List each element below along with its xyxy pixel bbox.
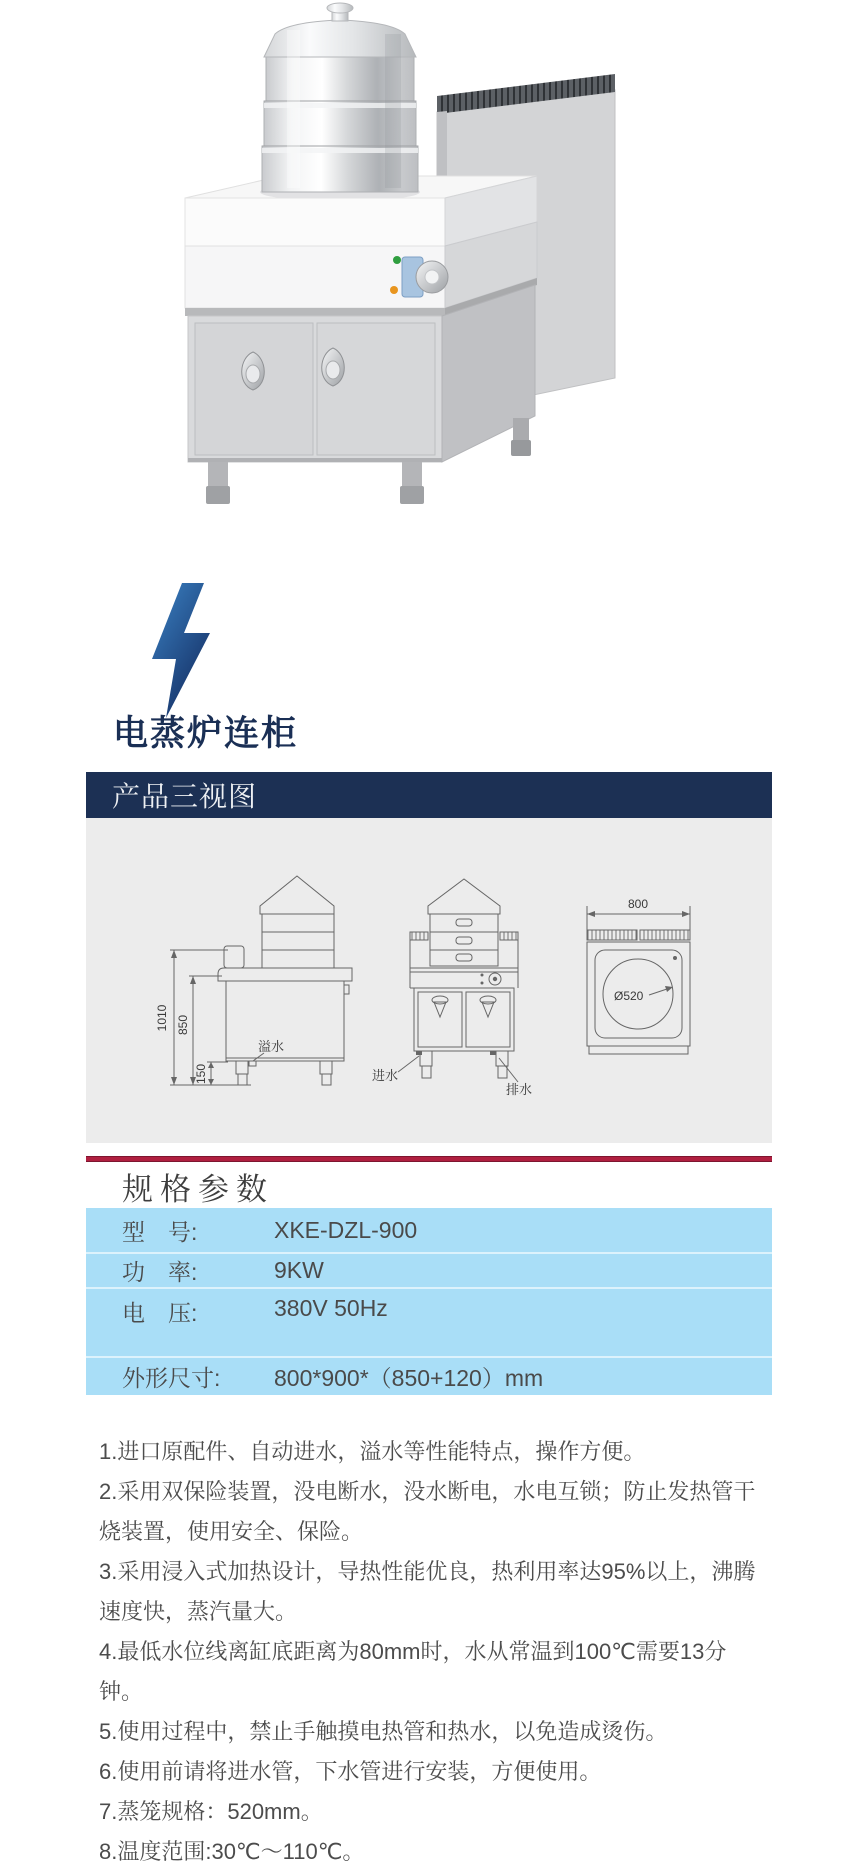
product-title: 电蒸炉连柜 [113,714,299,753]
spec-row-dimensions [86,1356,772,1395]
section-divider-rule [86,1156,772,1162]
dim-850-label: 850 [176,1014,190,1036]
specs-heading: 规格参数 [122,1172,274,1207]
feature-item-8: 8.温度范围:30℃～110℃。 [99,1839,365,1864]
feature-item-2: 2.采用双保险装置，没电断水，没水断电，水电互锁；防止发热管干烧装置，使用安全、保险。 [99,1479,756,1544]
inlet-label: 进水 [372,1068,399,1083]
feature-item-3: 3.采用浸入式加热设计，导热性能优良，热利用率达95%以上，沸腾速度快，蒸汽量大。 [99,1559,756,1624]
product-photo [85,0,625,510]
lid-knob [327,3,353,13]
dim-1010-label: 1010 [155,1004,169,1032]
cabinet-door-right [317,323,435,455]
spec-label-voltage: 电 压: [122,1300,198,1326]
spec-value-model: XKE-DZL-900 [274,1216,418,1243]
steamer-stack [260,3,420,201]
spec-label-model: 型 号: [122,1218,198,1245]
heat-indicator-orange [390,286,398,294]
dim-150-label: 150 [194,1063,208,1085]
front-view-drawing [372,879,532,1097]
spec-value-power: 9KW [274,1257,324,1283]
spec-value-voltage: 380V 50Hz [274,1295,388,1321]
power-indicator-green [393,256,401,264]
spec-row-voltage [86,1287,772,1356]
feature-item-6: 6.使用前请将进水管，下水管进行安装，方便使用。 [99,1759,602,1784]
section-header-views [86,772,772,818]
overflow-label: 溢水 [258,1039,285,1054]
feature-item-1: 1.进口原配件、自动进水，溢水等性能特点，操作方便。 [99,1439,646,1464]
top-view-drawing [587,897,690,1054]
drain-label: 排水 [506,1082,533,1097]
three-view-panel [86,818,772,1143]
side-view-drawing [155,876,352,1085]
lightning-bolt-icon [148,583,212,723]
spec-table [86,1208,772,1395]
spec-row-model [86,1208,772,1252]
feature-item-4: 4.最低水位线离缸底距离为80mm时，水从常温到100℃需要13分钟。 [99,1639,727,1704]
feature-item-5: 5.使用过程中，禁止手触摸电热管和热水，以免造成烫伤。 [99,1719,668,1744]
spec-value-dimensions: 800*900*（850+120）mm [274,1365,544,1391]
counter-front [185,198,445,246]
spec-row-power [86,1252,772,1287]
feature-list [99,1432,764,1872]
spec-label-dimensions: 外形尺寸: [122,1365,221,1391]
section-header-views-label: 产品三视图 [112,781,258,812]
feature-item-7: 7.蒸笼规格：520mm。 [99,1799,323,1824]
diameter-520-label: Ø520 [614,989,644,1003]
dim-800-label: 800 [627,897,649,911]
spec-label-power: 功 率: [122,1259,198,1285]
steamer-cabinet-illustration [85,0,625,505]
